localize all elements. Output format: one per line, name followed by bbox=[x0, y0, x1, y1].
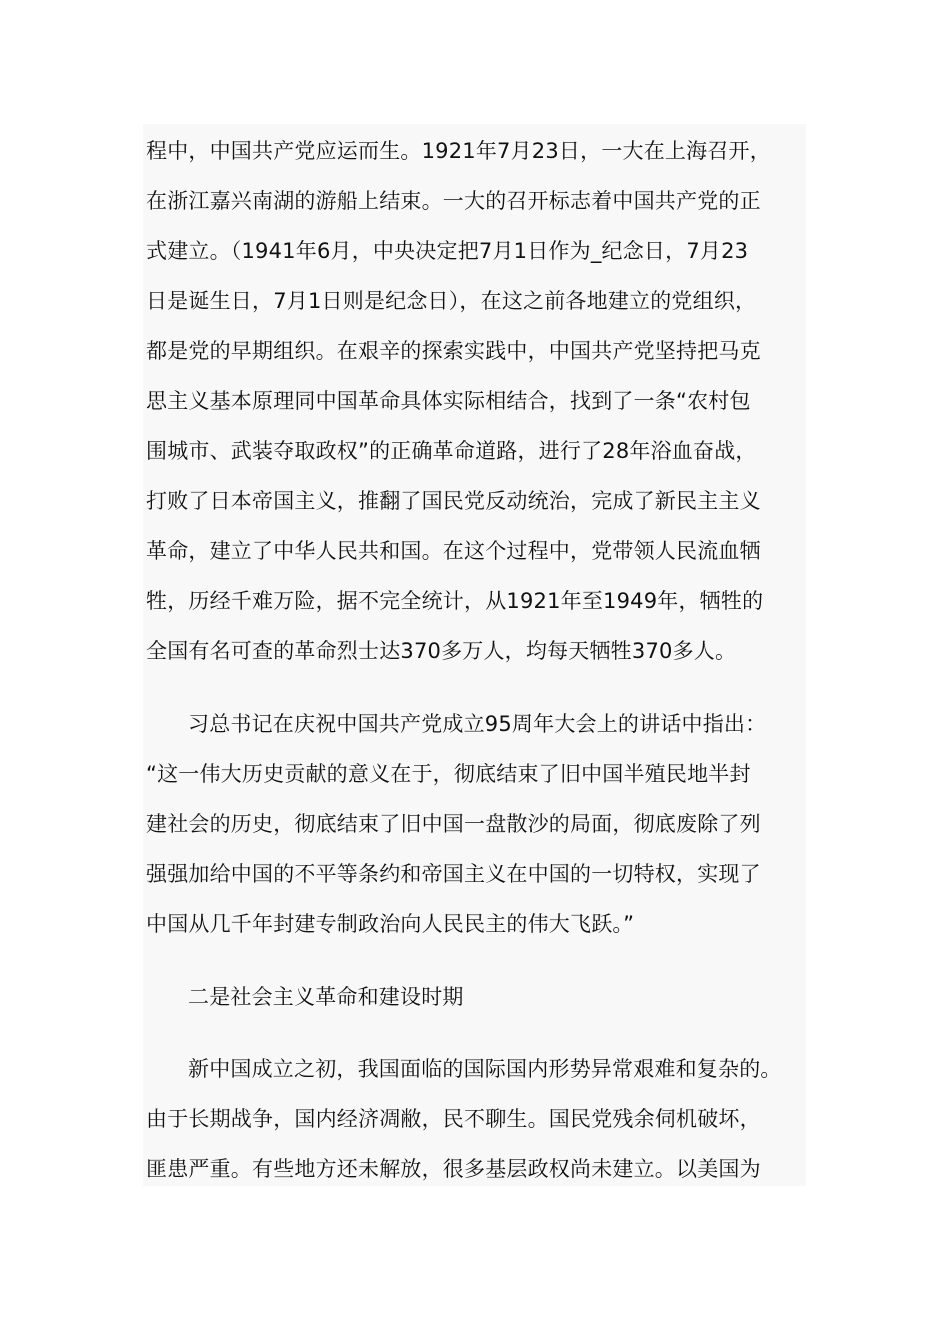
paragraph-line: 打败了日本帝国主义，推翻了国民党反动统治，完成了新民主主义 bbox=[146, 489, 761, 513]
quote-line: 强强加给中国的不平等条约和帝国主义在中国的一切特权，实现了 bbox=[146, 862, 761, 886]
paragraph-line: 思主义基本原理同中国革命具体实际相结合，找到了一条“农村包 bbox=[146, 389, 751, 413]
paragraph-line: 新中国成立之初，我国面临的国际国内形势异常艰难和复杂的。 bbox=[188, 1057, 782, 1081]
quote-line: “这一伟大历史贡献的意义在于，彻底结束了旧中国半殖民地半封 bbox=[146, 762, 751, 786]
section-heading: 二是社会主义革命和建设时期 bbox=[188, 985, 464, 1009]
paragraph-line: 革命，建立了中华人民共和国。在这个过程中，党带领人民流血牺 bbox=[146, 539, 761, 563]
paragraph-line: 程中，中国共产党应运而生。1921年7月23日，一大在上海召开， bbox=[146, 139, 771, 163]
paragraph-line: 由于长期战争，国内经济凋敝，民不聊生。国民党残余伺机破坏， bbox=[146, 1107, 761, 1131]
paragraph-line: 牲，历经千难万险，据不完全统计，从1921年至1949年，牺牲的 bbox=[146, 589, 764, 613]
quote-line: 中国从几千年封建专制政治向人民民主的伟大飞跃。” bbox=[146, 912, 635, 936]
quote-line: 建社会的历史，彻底结束了旧中国一盘散沙的局面，彻底废除了列 bbox=[146, 812, 761, 836]
paragraph-line: 匪患严重。有些地方还未解放，很多基层政权尚未建立。以美国为 bbox=[146, 1157, 761, 1181]
paragraph-line: 在浙江嘉兴南湖的游船上结束。一大的召开标志着中国共产党的正 bbox=[146, 189, 761, 213]
paragraph-line: 都是党的早期组织。在艰辛的探索实践中，中国共产党坚持把马克 bbox=[146, 339, 761, 363]
quote-intro-line: 习总书记在庆祝中国共产党成立95周年大会上的讲话中指出： bbox=[188, 712, 767, 736]
paragraph-line: 围城市、武装夺取政权”的正确革命道路，进行了28年浴血奋战， bbox=[146, 439, 757, 463]
paragraph-line: 式建立。（1941年6月，中央决定把7月1日作为_纪念日，7月23 bbox=[146, 239, 749, 263]
paragraph-line: 全国有名可查的革命烈士达370多万人，均每天牺牲370多人。 bbox=[146, 639, 737, 663]
paragraph-line: 日是诞生日，7月1日则是纪念日），在这之前各地建立的党组织， bbox=[146, 289, 757, 313]
